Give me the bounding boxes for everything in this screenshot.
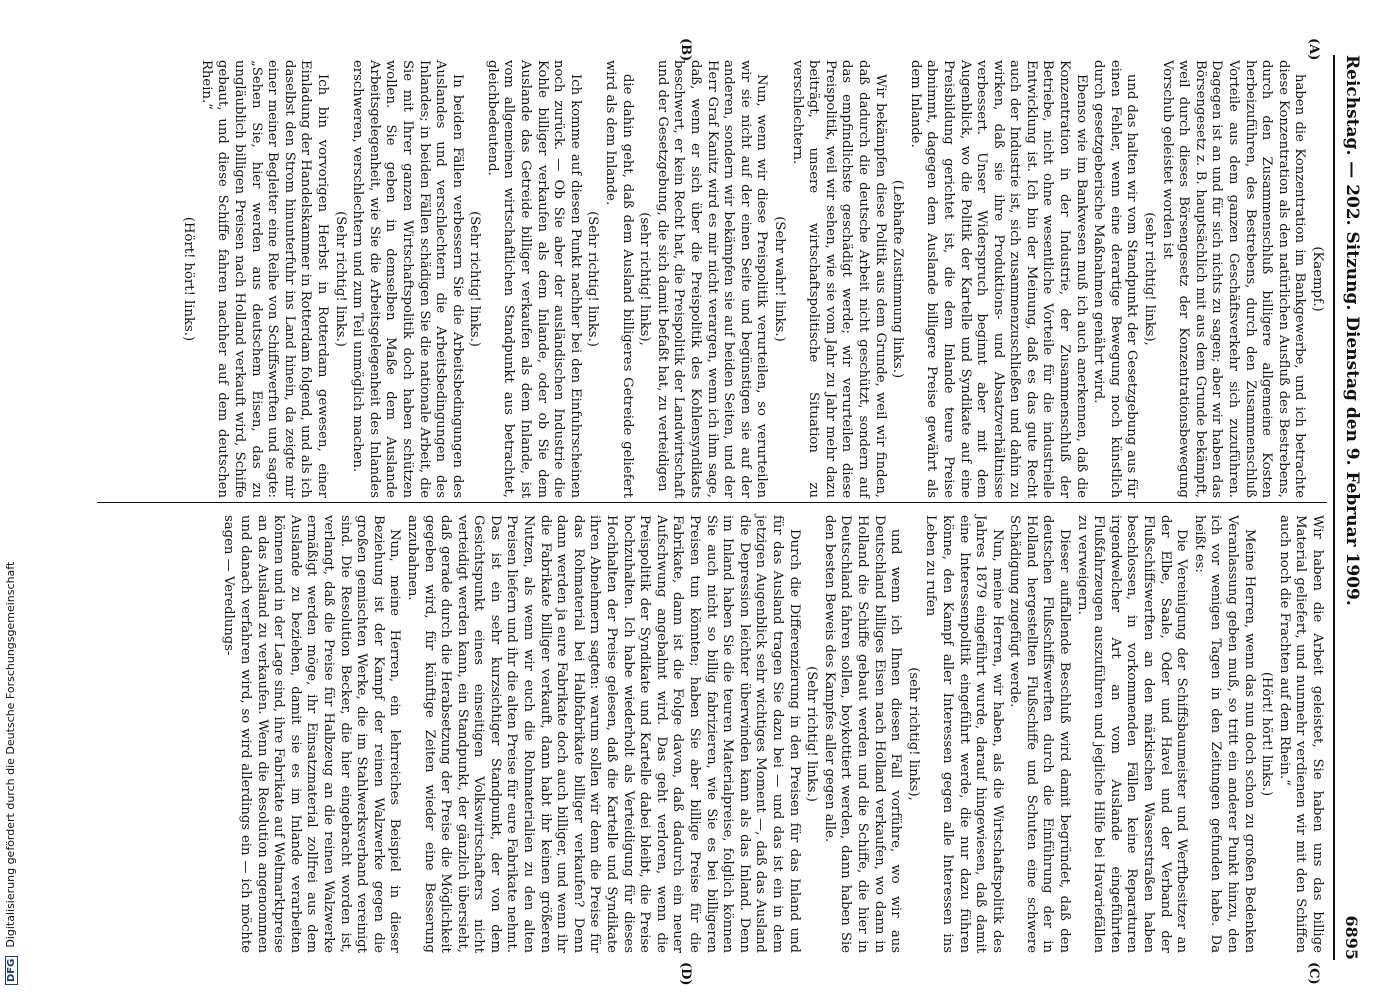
paragraph: Durch die Differenzierung in den Preisen für das Inland und für das Ausland tragen Sie dazu bei — und das ist ein in dem jetzigen Augenblick sehr wichtiges Moment —, daß das Ausland die Depression leichter überwinden kann als das Inland. Denn im Inland haben Sie die teuren Materialpreise, folglich können Sie auch nicht so billig fabrizieren, wie Sie es bei billigeren Preisen tun könnten; haben Sie aber billige Preise für die Fabrikate, dann ist die Folge davon, daß dadurch ein neuer Aufschwung angebahnt wird. Das geht verloren, wenn die Preispolitik der Syndikate und Kartelle dabei bleibt, die Preise hochzuhalten. Ich habe wiederholt als Verteidigung für dieses Hochhalten der Preise gelesen, daß die Kartelle und Syndikate ihren Abnehmern sagten: warum sollen wir denn die Preise für das Rohmaterial bei Halbfabrikate billiger verkaufen? Denn dann werden ja eure Fabrikate doch auch billiger, und wenn ihr die Fabrikate billiger verkauft, dann habt ihr keinen größeren Nutzen, als wenn wir euch die Rohmaterialien zu den alten Preisen liefern und ihr die alten Preise für eure Fabrikate nehmt. Das ist ein sehr kurzsichtiger Standpunkt, der von dem Gesichtspunkt eines einseitigen Volkswirtschafters nicht verteidigt werden kann, ein Standpunkt, der gänzlich übersieht, daß gerade durch die Herabsetzung der Preise die Möglichkeit gegeben wird, für künftige Zeiten wieder eine Besserung anzubahnen. xyxy=(404,515,802,953)
paragraph: Ich bin vorvorigen Herbst in Rotterdam gewesen, einer Einladung der Handelskammer in Rotterdam folgend, und als ich daselbst den Strom hinunterfuhr ins Land hinein, da zeigte mir einer meiner Begleiter eine Reihe von Schiffswerften und sagte: „Sehen Sie, hier werden aus deutschem Eisen, das zu ungläublich billigen Preisen nach Holland verkauft wird, Schiffe gebaut, und diese Schiffe fahren nachher auf dem deutschen Rhein.“ xyxy=(198,60,330,498)
paragraph: haben die Konzentration im Bankgewerbe, und ich betrachte diese Konzentration als den natürlichen Ausfluß des Bestrebens, durch den Zusammenschluß billigere allgemeine Kosten herbeizuführen, des Bestrebens, durch den Zusammenschluß Vorteile aus dem ganzen Geschäftsverkehr sich zuzuführen. Dagegen ist an und für sich nichts zu sagen; aber wir haben das Börsengesetz z. B. hauptsächlich mit aus dem Grunde bekämpft, weil durch dieses Börsengesetz der Konzentrationsbewegung Vorschub geleistet worden ist xyxy=(1159,60,1308,498)
margin-marker-c: (C) xyxy=(1306,962,1321,985)
column-divider xyxy=(97,502,1327,503)
header-rule xyxy=(1333,55,1335,960)
interjection: (sehr richtig! links), xyxy=(1142,212,1158,346)
paragraph: Wir bekämpfen diese Politik aus dem Grunde, weil wir finden, daß dadurch die deutsche Arbeit nicht geschützt, sondern auf das empfindlichste geschädigt werde; wir verurteilen diese Preispolitik, weil wir sehen, wie sie vom Jahr zu Jahr mehr dazu beiträgt, unsere wirtschaftspolitische Situation zu verschlechtern. xyxy=(789,60,888,498)
header-title: Reichstag. — 202. Sitzung. Dienstag den 9. Februar 1909. xyxy=(1342,55,1362,606)
interjection: (Sehr richtig! links.) xyxy=(467,211,483,347)
paragraph: Ich komme auf diesen Punkt nachher bei den Einfuhrscheinen noch zurück. — Ob Sie aber der ausländischen Industrie die Kohle billiger verkaufen als dem Inlande, oder ob Sie dem Auslande das Getreide billiger verkaufen als dem Inlande, ist vom allgemeinen wirtschaftlichen Standpunkt aus betrachtet, gleichbedeutend. xyxy=(484,60,583,498)
interjection: (Sehr wahr! links.) xyxy=(772,216,787,342)
digitization-credit xyxy=(4,0,18,1000)
credit-line xyxy=(4,5,18,985)
interjection: (Hört! hört! links.) xyxy=(181,216,197,342)
margin-marker-d: (D) xyxy=(678,962,693,986)
interjection: (sehr richtig! links), xyxy=(905,667,921,801)
paragraph: In beiden Fällen verbessern Sie die Arbeitsbedingungen des Auslandes und verschlechtern die Arbeitsbedingungen des Inlandes; in beiden Fällen schädigen Sie die nationale Arbeit, die Sie mit Ihrer ganzen Wirtschaftspolitik doch haben schützen wollen. Sie geben in demselben Maße dem Auslande Arbeitsgelegenheit, wie Sie die Arbeitsgelegenheit des Inlandes erschweren, verschlechtern und zum Teil unmöglich machen. xyxy=(350,60,465,498)
paragraph: die dahin geht, daß dem Ausland billigeres Getreide geliefert wird als dem Inlande. xyxy=(603,60,635,498)
left-text-column xyxy=(179,60,1325,498)
interjection: (Sehr richtig! links.) xyxy=(585,211,601,347)
interjection: (Sehr richtig! links.) xyxy=(332,211,348,347)
margin-marker-b: (B) xyxy=(678,38,693,62)
paragraph: Nun, wenn wir diese Preispolitik verurteilen, so verurteilen wir sie nicht auf der einen Seite und begünstigen sie auf der anderen, sondern wir bekämpfen sie auf beiden Seiten, und der Herr Graf Kanitz wird es mir nicht verargen, wenn ich ihm sage, daß, wenn er sich über die Preispolitik des Kohlensyndikats beschwert, er kein Recht hat, die Preispolitik der Landwirtschaft und der Gesetzgebung, die sich damit befaßt hat, zu verteidigen xyxy=(654,60,770,498)
interjection: (sehr richtig! links), xyxy=(637,212,653,346)
paragraph: Die Vereinigung der Schiffsbaumeister und Werftbesitzer an der Elbe, Saale, Oder und Havel und der Verband der Flußschiffswerften an den märkischen Wasserstraßen haben beschlossen, in vorkommenden Fällen keine Reparaturen irgendwelcher Art an vom Auslande eingeführten Flußfahrzeugen auszuführen und jegliche Hilfe bei Havariefällen zu verweigern. xyxy=(1074,515,1190,953)
page-header xyxy=(1339,55,1365,960)
dfg-logo: DFG xyxy=(5,956,18,985)
paragraph: Ebenso wie im Bankwesen muß ich auch anerkennen, daß die Konzentration in der Industrie, der Zusammenschluß der Betriebe, nicht ohne wesentliche Vorteile für die industrielle Entwicklung ist. Ich bin der Meinung, daß es das gute Recht auch der Industrie ist, sich zusammenzuschließen und dahin zu wirken, daß sie ihre Produktions- und Absatzverhältnisse verbessert. Unser Widerspruch beginnt aber mit dem Augenblick, wo die Politik der Kartelle und Syndikate auf eine Preisbildung gerichtet ist, die dem Inlande teure Preise abnimmt, dagegen dem Auslande billigere Preise gewährt als dem Inlande. xyxy=(907,60,1089,498)
interjection: (Hört! hört! links.) xyxy=(1259,671,1275,797)
margin-marker-a: (A) xyxy=(1306,38,1321,61)
paragraph: Nun, meine Herren, wir haben, als die Wirtschaftspolitik des Jahres 1879 eingeführt wurde, darauf hingewiesen, daß damit eine Interessenpolitik eingeführt werde, die nur dazu führen könne, den Kampf aller Interessen gegen alle Interessen ins Leben zu rufen xyxy=(923,515,1005,953)
paragraph: Wir haben die Arbeit geleistet, Sie haben uns das billige Material geliefert, und nunmehr verdienen wir mit den Schiffen auch noch die Frachten auf dem Rhein.“ xyxy=(1276,515,1325,953)
right-text-column xyxy=(219,515,1325,953)
paragraph: und das halten wir vom Standpunkt der Gesetzgebung aus für einen Fehler, wenn eine derartige Bewegung noch künstlich durch gesetzgeberische Maßnahmen genährt wird. xyxy=(1091,60,1140,498)
paragraph: Nun, meine Herren, ein lehrreiches Beispiel in dieser Beziehung ist der Kampf der reinen Walzwerke gegen die großen gemischten Werke, die im Stahlwerksverband vereinigt sind. Die Resolution Becker, die hier eingebracht worden ist, verlangt, daß die Preise für Halbzeug an die reinen Walzwerke ermäßigt werden möge, ihr Einsatzmaterial zollfrei aus dem Auslande zu beziehen, damit sie es im Inlande verarbeiten können und in der Lage sind, ihre Fabrikate auf Weltmarktpreise an das Ausland zu verkaufen. Wenn die Resolution angenommen und danach verfahren wird, so wird allerdings ein — ich möchte sagen — Veredlungs- xyxy=(221,515,403,953)
credit-text: Digitalisierung gefördert durch die Deutsche Forschungsgemeinschaft xyxy=(4,561,17,948)
paragraph: Meine Herren, wenn das nun doch schon zu großen Bedenken Veranlassung geben muß, so tritt ein anderer Punkt hinzu, den ich vor wenigen Tagen in den Zeitungen gefunden habe. Da heißt es: xyxy=(1191,515,1257,953)
paragraph: Dieser auffallende Beschluß wird damit begründet, daß den deutschen Flußschiffswerften durch die Einführung der in Holland hergestellten Flußschiffe und Schuten eine schwere Schädigung zugefügt werde. xyxy=(1007,515,1073,953)
paragraph: und wenn ich Ihnen diesen Fall vorführe, wo wir aus Deutschland billiges Eisen nach Holland verkaufen, wo dann in Holland die Schiffe gebaut werden und die Schiffe, die hier in Deutschland fahren sollen, boykottiert werden, dann haben Sie den besten Beweis des Kampfes aller gegen alle. xyxy=(821,515,904,953)
page-number: 6895 xyxy=(1342,915,1362,960)
interjection: (Sehr richtig! links.) xyxy=(804,666,820,802)
interjection: (Lebhafte Zustimmung links.) xyxy=(890,179,906,379)
interjection: (Kaempf.) xyxy=(1310,246,1325,312)
